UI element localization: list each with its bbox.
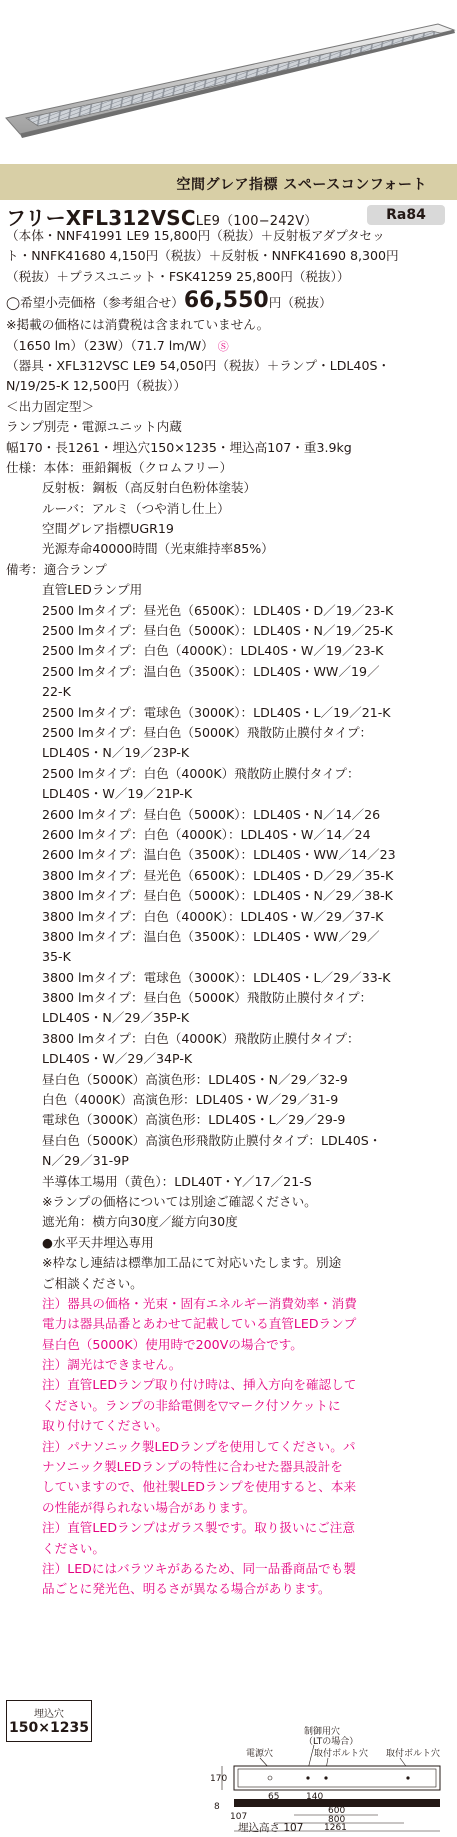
text-line: 光源寿命40000時間（光束維持率85%） bbox=[42, 541, 274, 557]
lamp-line: N／29／31-9P bbox=[42, 1153, 129, 1169]
text-line: ※ランプの価格については別途ご確認ください。 bbox=[42, 1193, 317, 1209]
text-line: 幅170・長1261・埋込穴150×1235・埋込高107・重3.9kg bbox=[6, 439, 352, 455]
lamp-line: LDL40S・W／19／21P-K bbox=[42, 786, 193, 802]
lamp-line: 2500 lmタイプ：昼白色（5000K）飛散防止膜付タイプ： bbox=[42, 724, 373, 740]
note-line: 注）パナソニック製LEDランプを使用してください。パ bbox=[42, 1438, 356, 1454]
dim-8: 8 bbox=[214, 1802, 220, 1812]
lamp-line: 3800 lmタイプ：昼白色（5000K）飛散防止膜付タイプ： bbox=[42, 990, 373, 1006]
lamp-line: 半導体工場用（黄色）：LDL40T・Y／17／21-S bbox=[42, 1173, 312, 1189]
lamp-line: 昼白色（5000K）高演色形：LDL40S・N／29／32-9 bbox=[42, 1071, 348, 1087]
lamp-line: LDL40S・N／19／23P-K bbox=[42, 745, 190, 761]
lamp-line: 2500 lmタイプ：昼光色（6500K）：LDL40S・D／19／23-K bbox=[42, 602, 394, 618]
text-line: N/19/25-K 12,500円（税抜）） bbox=[6, 378, 187, 394]
embed-height: 埋込高さ 107 bbox=[238, 1822, 304, 1834]
text-line: （本体・NNF41991 LE9 15,800円（税抜）＋反射板アダプタセッ bbox=[6, 228, 385, 243]
note-line: 注）器具の価格・光束・固有エネルギー消費効率・消費 bbox=[42, 1295, 357, 1311]
lamp-line: 2500 lmタイプ：白色（4000K）飛散防止膜付タイプ： bbox=[42, 765, 360, 781]
dim-170: 170 bbox=[210, 1774, 228, 1784]
note-line: 注）LEDにはバラツキがあるため、同一品番商品でも製 bbox=[42, 1561, 356, 1576]
note-line: ください。ランプの非給電側を▽マーク付ソケットに bbox=[42, 1397, 341, 1413]
text-line: ご相談ください。 bbox=[42, 1275, 143, 1291]
lamp-line: 2500 lmタイプ：温白色（3500K）：LDL40S・WW／19／ bbox=[42, 663, 380, 679]
note-line: 昼白色（5000K）使用時で200Vの場合です。 bbox=[42, 1336, 303, 1352]
dim-107: 107 bbox=[230, 1812, 248, 1822]
bolt-hole-mark bbox=[324, 1776, 327, 1779]
dim-140: 140 bbox=[306, 1792, 324, 1802]
lamp-line: 3800 lmタイプ：白色（4000K）飛散防止膜付タイプ： bbox=[42, 1030, 360, 1046]
efficiency-text: （1650 lm）（23W）（71.7 lm/W） bbox=[6, 337, 214, 353]
lamp-line: 3800 lmタイプ：電球色（3000K）：LDL40S・L／29／33-K bbox=[42, 969, 391, 985]
series-label: 空間グレア指標 スペースコンフォート bbox=[176, 177, 427, 193]
note-line: 品ごとに発光色、明るさが異なる場合があります。 bbox=[42, 1581, 331, 1597]
price-suffix: 円（税抜） bbox=[268, 295, 332, 311]
product-name: フリーXFL312VSC bbox=[6, 206, 196, 230]
text-line bbox=[6, 336, 451, 356]
label-bolt-hole-1: 取付ボルト穴 bbox=[314, 1749, 369, 1759]
note-line: 注）調光はできません。 bbox=[42, 1357, 182, 1373]
price-line bbox=[6, 287, 451, 315]
lamp-line: 白色（4000K）高演色形：LDL40S・W／29／31-9 bbox=[42, 1092, 339, 1108]
cutout-value: 150×1235 bbox=[9, 1720, 89, 1736]
label-lt: （LTの場合） bbox=[304, 1737, 359, 1747]
note-line: の性能が得られない場合があります。 bbox=[42, 1499, 256, 1515]
dim-600: 600 bbox=[328, 1806, 346, 1816]
note-line: 取り付けてください。 bbox=[42, 1418, 168, 1434]
note-line: 注）直管LEDランプはガラス製です。取り扱いにご注意 bbox=[42, 1520, 355, 1536]
text-line: ランプ別売・電源ユニット内蔵 bbox=[6, 419, 182, 435]
lamp-line: 2500 lmタイプ：昼白色（5000K）：LDL40S・N／19／25-K bbox=[42, 623, 393, 639]
lamp-line: 2600 lmタイプ：昼白色（5000K）：LDL40S・N／14／26 bbox=[42, 806, 381, 822]
text-line: 空間グレア指標UGR19 bbox=[42, 521, 174, 537]
eco-mark-icon: Ⓢ bbox=[217, 339, 229, 353]
lamp-line: 2600 lmタイプ：温白色（3500K）：LDL40S・WW／14／23 bbox=[42, 847, 396, 863]
lamp-line: LDL40S・W／29／34P-K bbox=[42, 1051, 193, 1067]
product-variant: LE9（100−242V） bbox=[195, 214, 318, 229]
text-line: ルーバ：アルミ（つや消し仕上） bbox=[42, 500, 230, 516]
dim-1261: 1261 bbox=[324, 1823, 347, 1833]
label-power-hole: 電源穴 bbox=[246, 1749, 274, 1759]
text-line: 仕様：本体：亜鉛鋼板（クロムフリー） bbox=[6, 459, 233, 475]
text-line: 備考：適合ランプ bbox=[6, 561, 107, 577]
lamp-line: 3800 lmタイプ：昼白色（5000K）：LDL40S・N／29／38-K bbox=[42, 888, 393, 904]
price-prefix: ◯希望小売価格（参考組合せ） bbox=[6, 295, 184, 311]
title-row bbox=[0, 201, 457, 230]
lamp-line: 35-K bbox=[42, 949, 71, 965]
lamp-line: 2600 lmタイプ：白色（4000K）：LDL40S・W／14／24 bbox=[42, 826, 371, 842]
ra-badge: Ra84 bbox=[367, 205, 445, 225]
lamp-line: 3800 lmタイプ：昼光色（6500K）：LDL40S・D／29／35-K bbox=[42, 867, 394, 883]
label-bolt-hole-2: 取付ボルト穴 bbox=[386, 1749, 441, 1759]
label-ctrl-hole: 制御用穴 bbox=[304, 1727, 341, 1737]
text-line: 遮光角：横方向30度／縦方向30度 bbox=[42, 1214, 238, 1230]
text-line: （器具・XFL312VSC LE9 54,050円（税抜）＋ランプ・LDL40S・ bbox=[6, 357, 391, 373]
text-line: ＜出力固定型＞ bbox=[6, 398, 95, 414]
spec-text bbox=[6, 226, 451, 1600]
note-line: 注）直管LEDランプ取り付け時は、挿入方向を確認して bbox=[42, 1377, 357, 1393]
series-bar bbox=[0, 164, 457, 200]
text-line: ※枠なし連結は標準加工品にて対応いたします。別途 bbox=[42, 1255, 342, 1271]
lamp-line: 3800 lmタイプ：白色（4000K）：LDL40S・W／29／37-K bbox=[42, 908, 384, 924]
dim-800: 800 bbox=[328, 1815, 346, 1825]
note-line: ください。 bbox=[42, 1540, 105, 1556]
lamp-line: 22-K bbox=[42, 684, 71, 700]
ctrl-hole-mark bbox=[306, 1776, 309, 1779]
text-line: 直管LEDランプ用 bbox=[42, 582, 143, 598]
bolt-hole-mark bbox=[406, 1776, 409, 1779]
lamp-line: 3800 lmタイプ：温白色（3500K）：LDL40S・WW／29／ bbox=[42, 928, 380, 944]
cutout-box bbox=[6, 1700, 92, 1742]
note-line: 電力は器具品番とあわせて記載している直管LEDランプ bbox=[42, 1316, 357, 1332]
lamp-line: 2500 lmタイプ：電球色（3000K）：LDL40S・L／19／21-K bbox=[42, 704, 391, 720]
text-line: 反射板：鋼板（高反射白色粉体塗装） bbox=[42, 480, 257, 496]
fixture-illustration bbox=[0, 0, 457, 164]
cutout-label: 埋込穴 bbox=[34, 1709, 64, 1720]
note-line: していますので、他社製LEDランプを使用すると、本来 bbox=[42, 1479, 357, 1495]
text-line: ※掲載の価格には消費税は含まれていません。 bbox=[6, 317, 270, 333]
text-line: ●水平天井埋込専用 bbox=[42, 1234, 154, 1250]
lamp-line: 2500 lmタイプ：白色（4000K）：LDL40S・W／19／23-K bbox=[42, 643, 384, 659]
price-value: 66,550 bbox=[183, 288, 269, 314]
text-line: （税抜）＋プラスユニット・FSK41259 25,800円（税抜）） bbox=[6, 268, 350, 284]
lamp-line: 電球色（3000K）高演色形：LDL40S・L／29／29-9 bbox=[42, 1112, 346, 1128]
text-line: ト・NNFK41680 4,150円（税抜）＋反射板・NNFK41690 8,300円 bbox=[6, 248, 399, 264]
lamp-line: 昼白色（5000K）高演色形飛散防止膜付タイプ：LDL40S・ bbox=[42, 1132, 382, 1148]
note-line: ナソニック製LEDランプの特性に合わせた器具設計を bbox=[42, 1459, 343, 1475]
lamp-line: LDL40S・N／29／35P-K bbox=[42, 1010, 190, 1026]
dim-65: 65 bbox=[268, 1792, 280, 1802]
